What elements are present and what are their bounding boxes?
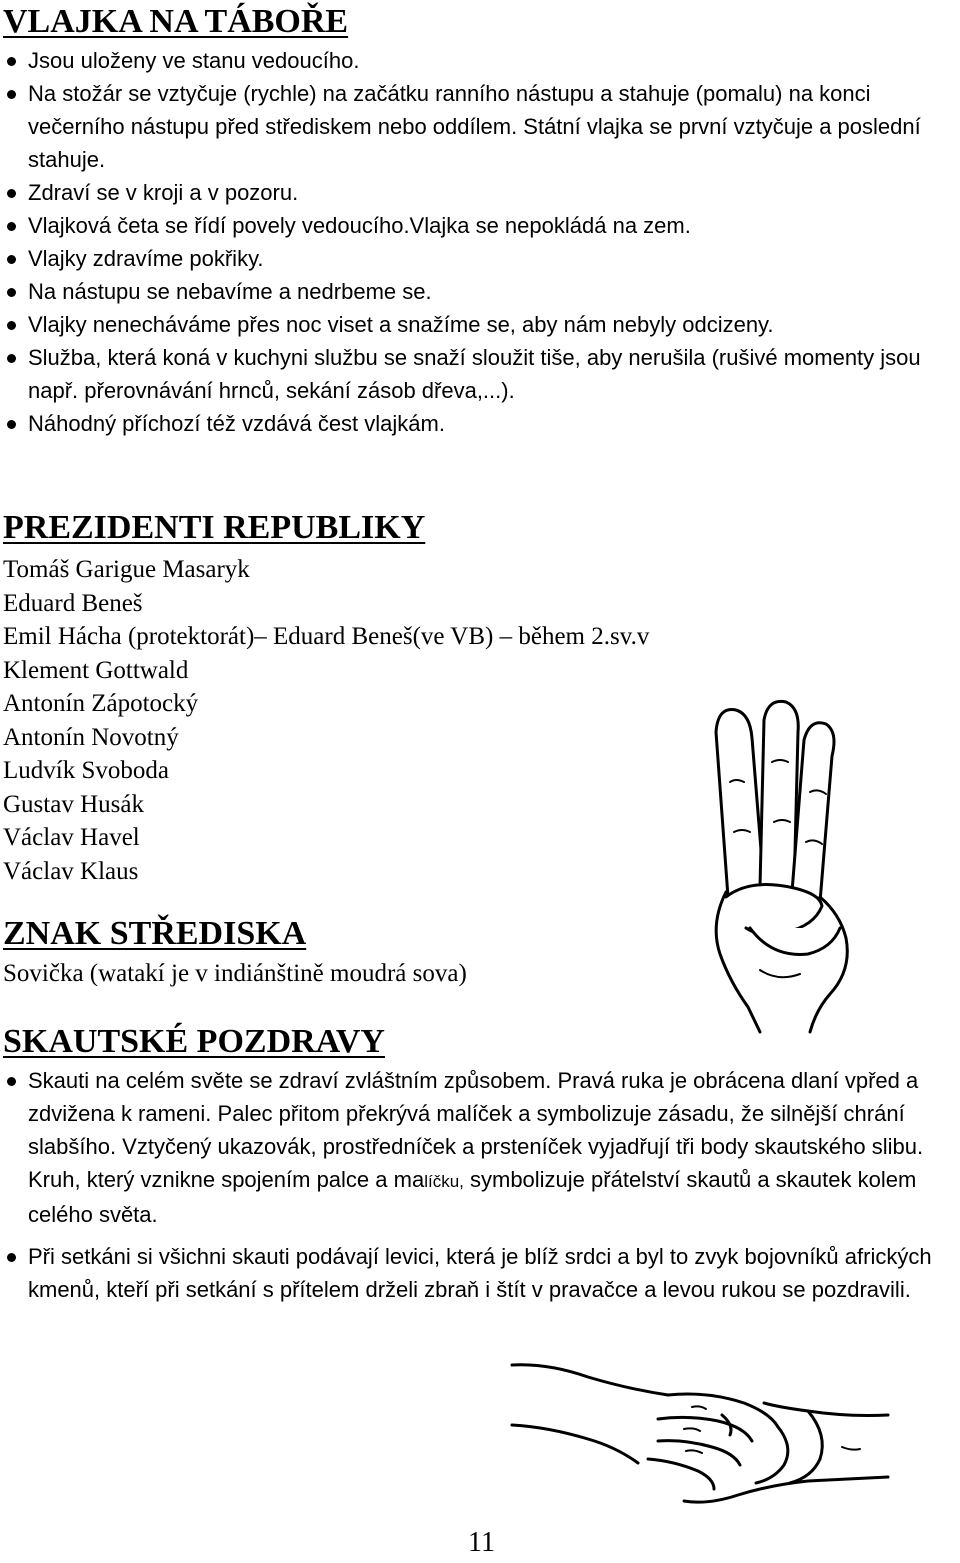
greeting-text: Skauti na celém světe se zdraví zvláštním způsobem. Pravá ruka je obrácena dlaní vpřed a zdvižena k rameni. Palec přitom překrývá malíček a symbolizuje zásadu, že silnější chrání slabšího. Vztyčený ukazovák, prostředníček a prsteníček vyjadřují tři body skautského slibu. Kruh, který vznikne spojením palce a ma xyxy=(28,1068,924,1192)
emblem-section xyxy=(3,914,467,991)
president-name: Emil Hácha (protektorát)– Eduard Beneš(ve VB) – během 2.sv.v xyxy=(3,623,650,650)
greetings-list xyxy=(3,1064,938,1306)
greetings-section xyxy=(3,1022,385,1062)
flag-rule: Služba, která koná v kuchyni službu se snaží sloužit tiše, aby nerušila (rušivé momenty jsou např. přerovnávání hrnců, sekání zásob dřeva,...). xyxy=(3,341,938,407)
president-name: Klement Gottwald xyxy=(3,656,189,684)
flag-rule: Náhodný příchozí též vzdává čest vlajkám. xyxy=(3,407,938,440)
president-name: Václav Havel xyxy=(3,824,140,851)
handshake-icon xyxy=(508,1355,893,1515)
presidents-list xyxy=(3,553,649,888)
page-number: 11 xyxy=(468,1527,495,1558)
greetings-title: SKAUTSKÉ POZDRAVY xyxy=(3,1023,385,1060)
presidents-title: PREZIDENTI REPUBLIKY xyxy=(3,509,426,546)
flag-title: VLAJKA NA TÁBOŘE xyxy=(3,3,349,40)
greeting-item-handshake: Při setkáni si všichni skauti podávají levici, která je blíž srdci a byl to zvyk bojovníků afrických kmenů, kteří při setkání s přítelem drželi zbraň i štít v pravačce a levou rukou se pozdravili. xyxy=(3,1240,938,1306)
emblem-title: ZNAK STŘEDISKA xyxy=(3,915,307,952)
flag-rule: Vlajky zdravíme pokřiky. xyxy=(3,242,938,275)
flag-rule: Zdraví se v kroji a v pozoru. xyxy=(3,176,938,209)
president-name: Eduard Beneš xyxy=(3,589,143,617)
president-name: Tomáš Garigue Masaryk xyxy=(3,556,250,583)
president-name: Antonín Zápotocký xyxy=(3,690,199,717)
president-name: Gustav Husák xyxy=(3,790,144,818)
flag-rule: Na stožár se vztyčuje (rychle) na začátku ranního nástupu a stahuje (pomalu) na konci večerního nástupu před střediskem nebo oddílem. Státní vlajka se první vztyčuje a poslední stahuje. xyxy=(3,77,938,176)
greeting-text: symbolizuje přátelství skautů a skautek kolem celého světa. xyxy=(28,1167,917,1227)
flag-rule: Vlajková četa se řídí povely vedoucího.Vlajka se nepokládá na zem. xyxy=(3,209,938,242)
president-name: Václav Klaus xyxy=(3,857,139,885)
flag-rule: Jsou uloženy ve stanu vedoucího. xyxy=(3,44,938,77)
president-name: Antonín Novotný xyxy=(3,723,179,751)
flag-rule: Na nástupu se nebavíme a nedrbeme se. xyxy=(3,275,938,308)
greeting-text-small: líčku, xyxy=(424,1172,464,1191)
greeting-item-salute xyxy=(3,1064,938,1231)
emblem-text: Sovička (watakí je v indiánštině moudrá sova) xyxy=(3,960,467,987)
flag-rules-list xyxy=(3,44,938,440)
presidents-section xyxy=(3,508,649,888)
president-name: Ludvík Svoboda xyxy=(3,757,169,784)
scout-salute-hand-icon xyxy=(690,692,870,1037)
flag-rule: Vlajky nenecháváme přes noc viset a snažíme se, aby nám nebyly odcizeny. xyxy=(3,308,938,341)
